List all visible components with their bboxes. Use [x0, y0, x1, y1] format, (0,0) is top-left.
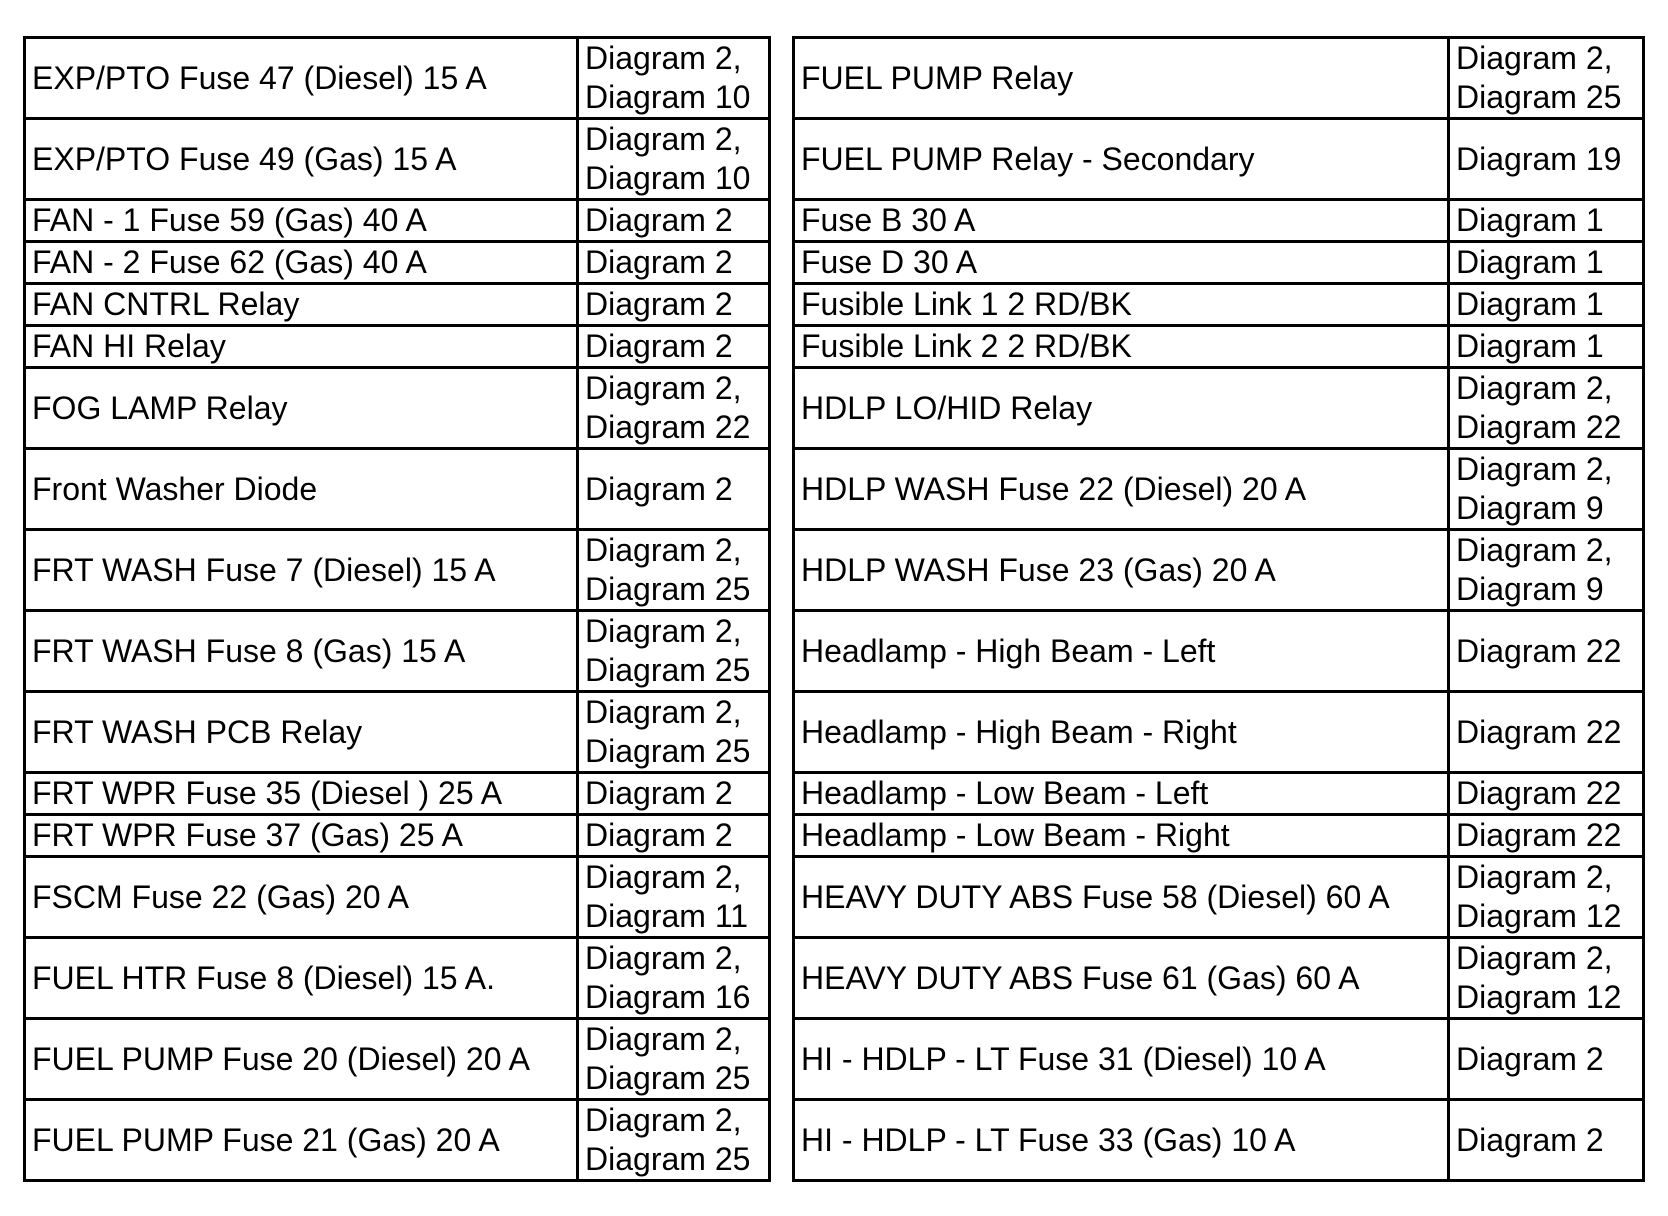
- diagram-reference: Diagram 1: [1456, 328, 1604, 364]
- diagram-reference: Diagram 22: [1456, 817, 1622, 853]
- diagram-reference: Diagram 2: [585, 286, 733, 322]
- column-gap: [770, 611, 794, 692]
- component-name: FRT WPR Fuse 37 (Gas) 25 A: [32, 817, 463, 853]
- table-row: [25, 326, 1644, 368]
- column-gap: [770, 242, 794, 284]
- column-gap: [770, 938, 794, 1019]
- left-diagram-ref-cell: [578, 449, 770, 530]
- diagram-reference: Diagram 2, Diagram 16: [585, 940, 751, 1015]
- diagram-reference: Diagram 22: [1456, 713, 1622, 750]
- table-row: [25, 242, 1644, 284]
- component-name: Headlamp - Low Beam - Right: [801, 817, 1230, 853]
- component-name: EXP/PTO Fuse 47 (Diesel) 15 A: [32, 59, 487, 96]
- component-name: FAN - 1 Fuse 59 (Gas) 40 A: [32, 202, 427, 238]
- component-name: FRT WPR Fuse 35 (Diesel ) 25 A: [32, 775, 503, 811]
- left-item-cell: [25, 1019, 578, 1100]
- column-gap: [770, 284, 794, 326]
- diagram-reference: Diagram 22: [1456, 632, 1622, 669]
- diagram-reference: Diagram 2: [585, 775, 733, 811]
- diagram-reference: Diagram 2, Diagram 11: [585, 859, 749, 934]
- right-item-cell: [794, 119, 1449, 200]
- component-name: Fusible Link 1 2 RD/BK: [801, 286, 1132, 322]
- column-gap: [770, 1019, 794, 1100]
- component-name: Fuse B 30 A: [801, 202, 976, 238]
- component-name: FAN HI Relay: [32, 328, 226, 364]
- right-diagram-ref-cell: [1449, 692, 1644, 773]
- diagram-reference: Diagram 2: [585, 202, 733, 238]
- left-diagram-ref-cell: [578, 38, 770, 119]
- diagram-reference: Diagram 2, Diagram 25: [585, 694, 751, 769]
- diagram-reference: Diagram 2: [1456, 1121, 1604, 1158]
- component-name: HI - HDLP - LT Fuse 31 (Diesel) 10 A: [801, 1040, 1326, 1077]
- left-diagram-ref-cell: [578, 773, 770, 815]
- left-item-cell: [25, 815, 578, 857]
- right-diagram-ref-cell: [1449, 857, 1644, 938]
- right-item-cell: [794, 38, 1449, 119]
- diagram-reference: Diagram 1: [1456, 244, 1604, 280]
- column-gap: [770, 200, 794, 242]
- right-diagram-ref-cell: [1449, 284, 1644, 326]
- left-item-cell: [25, 38, 578, 119]
- column-gap: [770, 1100, 794, 1181]
- diagram-reference: Diagram 1: [1456, 286, 1604, 322]
- component-name: HI - HDLP - LT Fuse 33 (Gas) 10 A: [801, 1121, 1296, 1158]
- table-row: [25, 773, 1644, 815]
- table-row: [25, 119, 1644, 200]
- table-row: [25, 1019, 1644, 1100]
- column-gap: [770, 857, 794, 938]
- component-name: Front Washer Diode: [32, 470, 318, 507]
- left-item-cell: [25, 857, 578, 938]
- left-item-cell: [25, 449, 578, 530]
- diagram-reference: Diagram 19: [1456, 140, 1622, 177]
- left-diagram-ref-cell: [578, 611, 770, 692]
- component-name: Headlamp - High Beam - Right: [801, 713, 1237, 750]
- column-gap: [770, 449, 794, 530]
- diagram-reference: Diagram 2, Diagram 25: [585, 1021, 751, 1096]
- right-item-cell: [794, 773, 1449, 815]
- right-item-cell: [794, 1019, 1449, 1100]
- left-diagram-ref-cell: [578, 284, 770, 326]
- right-item-cell: [794, 284, 1449, 326]
- table-row: [25, 449, 1644, 530]
- right-item-cell: [794, 368, 1449, 449]
- diagram-reference: Diagram 2, Diagram 25: [585, 1102, 751, 1177]
- column-gap: [770, 326, 794, 368]
- right-item-cell: [794, 815, 1449, 857]
- component-name: HEAVY DUTY ABS Fuse 58 (Diesel) 60 A: [801, 878, 1390, 915]
- component-name: HDLP WASH Fuse 22 (Diesel) 20 A: [801, 470, 1307, 507]
- diagram-reference: Diagram 2, Diagram 9: [1456, 532, 1613, 607]
- left-item-cell: [25, 284, 578, 326]
- left-diagram-ref-cell: [578, 119, 770, 200]
- left-diagram-ref-cell: [578, 1100, 770, 1181]
- diagram-reference: Diagram 22: [1456, 775, 1622, 811]
- right-diagram-ref-cell: [1449, 773, 1644, 815]
- table-row: [25, 284, 1644, 326]
- table-row: [25, 857, 1644, 938]
- left-diagram-ref-cell: [578, 938, 770, 1019]
- component-name: Headlamp - High Beam - Left: [801, 632, 1216, 669]
- left-diagram-ref-cell: [578, 692, 770, 773]
- left-item-cell: [25, 938, 578, 1019]
- right-diagram-ref-cell: [1449, 815, 1644, 857]
- table-body: [25, 38, 1644, 1181]
- table-row: [25, 938, 1644, 1019]
- component-index-table: [23, 36, 1645, 1182]
- column-gap: [770, 38, 794, 119]
- right-diagram-ref-cell: [1449, 1019, 1644, 1100]
- component-name: FUEL HTR Fuse 8 (Diesel) 15 A.: [32, 959, 495, 996]
- diagram-reference: Diagram 2, Diagram 10: [585, 40, 751, 115]
- right-diagram-ref-cell: [1449, 38, 1644, 119]
- left-diagram-ref-cell: [578, 242, 770, 284]
- left-diagram-ref-cell: [578, 368, 770, 449]
- left-item-cell: [25, 773, 578, 815]
- left-diagram-ref-cell: [578, 857, 770, 938]
- component-name: FUEL PUMP Relay - Secondary: [801, 140, 1255, 177]
- right-item-cell: [794, 857, 1449, 938]
- right-item-cell: [794, 326, 1449, 368]
- left-item-cell: [25, 200, 578, 242]
- right-diagram-ref-cell: [1449, 326, 1644, 368]
- component-name: Fuse D 30 A: [801, 244, 978, 280]
- diagram-reference: Diagram 2, Diagram 22: [1456, 370, 1622, 445]
- right-diagram-ref-cell: [1449, 1100, 1644, 1181]
- table-row: [25, 530, 1644, 611]
- diagram-reference: Diagram 2, Diagram 25: [585, 613, 751, 688]
- right-item-cell: [794, 200, 1449, 242]
- component-name: FSCM Fuse 22 (Gas) 20 A: [32, 878, 410, 915]
- table-row: [25, 38, 1644, 119]
- left-diagram-ref-cell: [578, 530, 770, 611]
- component-name: EXP/PTO Fuse 49 (Gas) 15 A: [32, 140, 457, 177]
- left-item-cell: [25, 326, 578, 368]
- column-gap: [770, 119, 794, 200]
- left-diagram-ref-cell: [578, 1019, 770, 1100]
- component-name: HDLP LO/HID Relay: [801, 389, 1093, 426]
- component-name: FRT WASH Fuse 8 (Gas) 15 A: [32, 632, 466, 669]
- table-row: [25, 611, 1644, 692]
- left-item-cell: [25, 530, 578, 611]
- component-name: FOG LAMP Relay: [32, 389, 288, 426]
- right-diagram-ref-cell: [1449, 530, 1644, 611]
- component-name: Fusible Link 2 2 RD/BK: [801, 328, 1132, 364]
- right-diagram-ref-cell: [1449, 200, 1644, 242]
- column-gap: [770, 773, 794, 815]
- table-row: [25, 692, 1644, 773]
- right-item-cell: [794, 530, 1449, 611]
- left-item-cell: [25, 611, 578, 692]
- right-item-cell: [794, 1100, 1449, 1181]
- diagram-reference: Diagram 2, Diagram 25: [1456, 40, 1622, 115]
- right-item-cell: [794, 692, 1449, 773]
- right-item-cell: [794, 242, 1449, 284]
- diagram-reference: Diagram 2: [585, 817, 733, 853]
- left-item-cell: [25, 119, 578, 200]
- diagram-reference: Diagram 2, Diagram 12: [1456, 859, 1622, 934]
- component-name: FAN - 2 Fuse 62 (Gas) 40 A: [32, 244, 427, 280]
- left-diagram-ref-cell: [578, 815, 770, 857]
- column-gap: [770, 815, 794, 857]
- component-name: FRT WASH Fuse 7 (Diesel) 15 A: [32, 551, 496, 588]
- diagram-reference: Diagram 2: [585, 470, 733, 507]
- diagram-reference: Diagram 2, Diagram 22: [585, 370, 751, 445]
- left-item-cell: [25, 242, 578, 284]
- component-name: FUEL PUMP Relay: [801, 59, 1074, 96]
- component-name: HEAVY DUTY ABS Fuse 61 (Gas) 60 A: [801, 959, 1360, 996]
- diagram-reference: Diagram 2, Diagram 12: [1456, 940, 1622, 1015]
- diagram-reference: Diagram 2, Diagram 25: [585, 532, 751, 607]
- component-name: FUEL PUMP Fuse 21 (Gas) 20 A: [32, 1121, 500, 1158]
- left-diagram-ref-cell: [578, 200, 770, 242]
- diagram-reference: Diagram 2, Diagram 10: [585, 121, 751, 196]
- column-gap: [770, 368, 794, 449]
- right-item-cell: [794, 611, 1449, 692]
- component-name: Headlamp - Low Beam - Left: [801, 775, 1209, 811]
- diagram-reference: Diagram 2: [585, 244, 733, 280]
- table-row: [25, 1100, 1644, 1181]
- left-item-cell: [25, 1100, 578, 1181]
- left-item-cell: [25, 368, 578, 449]
- right-diagram-ref-cell: [1449, 938, 1644, 1019]
- component-name: FAN CNTRL Relay: [32, 286, 300, 322]
- diagram-reference: Diagram 2, Diagram 9: [1456, 451, 1613, 526]
- right-item-cell: [794, 449, 1449, 530]
- component-name: FRT WASH PCB Relay: [32, 713, 363, 750]
- right-item-cell: [794, 938, 1449, 1019]
- component-name: FUEL PUMP Fuse 20 (Diesel) 20 A: [32, 1040, 530, 1077]
- right-diagram-ref-cell: [1449, 119, 1644, 200]
- component-name: HDLP WASH Fuse 23 (Gas) 20 A: [801, 551, 1276, 588]
- diagram-reference: Diagram 2: [585, 328, 733, 364]
- table-row: [25, 815, 1644, 857]
- right-diagram-ref-cell: [1449, 449, 1644, 530]
- column-gap: [770, 692, 794, 773]
- left-diagram-ref-cell: [578, 326, 770, 368]
- left-item-cell: [25, 692, 578, 773]
- right-diagram-ref-cell: [1449, 242, 1644, 284]
- table-row: [25, 200, 1644, 242]
- column-gap: [770, 530, 794, 611]
- right-diagram-ref-cell: [1449, 611, 1644, 692]
- right-diagram-ref-cell: [1449, 368, 1644, 449]
- table-row: [25, 368, 1644, 449]
- diagram-reference: Diagram 2: [1456, 1040, 1604, 1077]
- diagram-reference: Diagram 1: [1456, 202, 1604, 238]
